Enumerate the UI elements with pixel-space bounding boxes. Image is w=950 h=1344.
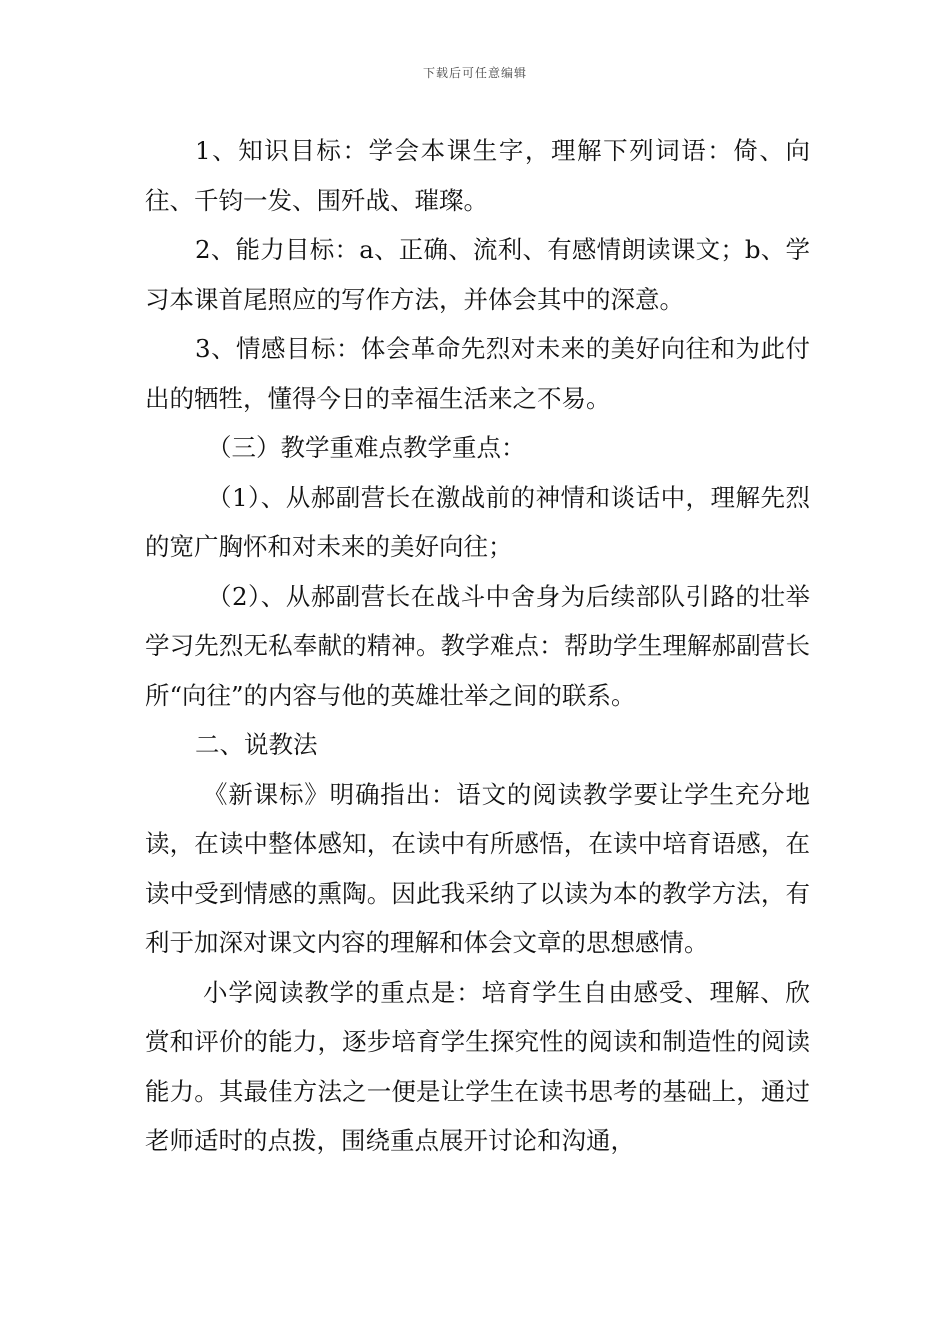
paragraph-key-point-1: （1）、从郝副营长在激战前的神情和谈话中，理解先烈的宽广胸怀和对未来的美好向往； (145, 482, 810, 561)
paragraph-key-point-2: （2）、从郝副营长在战斗中舍身为后续部队引路的壮举学习先烈无私奉献的精神。教学难点：帮助学生理解郝副营长所“向往”的内容与他的英雄壮举之间的联系。 (145, 581, 810, 710)
heading-key-difficult-points: （三）教学重难点教学重点： (207, 433, 526, 462)
page-header: 下载后可任意编辑 (422, 66, 527, 80)
paragraph-reading-focus: 小学阅读教学的重点是：培育学生自由感受、理解、欣赏和评价的能力，逐步培育学生探究性的阅读和制造性的阅读能力。其最佳方法之一便是让学生在读书思考的基础上，通过老师适时的点拨，围绕重点展开讨论和沟通， (145, 977, 810, 1155)
paragraph-knowledge-goal: 1、知识目标：学会本课生字，理解下列词语：倚、向往、千钧一发、围歼战、璀璨。 (145, 136, 810, 215)
paragraph-curriculum-standard: 《新课标》明确指出：语文的阅读教学要让学生充分地读，在读中整体感知，在读中有所感悟，在读中培育语感，在读中受到情感的熏陶。因此我采纳了以读为本的教学方法，有利于加深对课文内容的理解和体会文章的思想感情。 (145, 779, 810, 957)
heading-teaching-method: 二、说教法 (195, 730, 318, 759)
paragraph-ability-goal: 2、能力目标：a、正确、流利、有感情朗读课文；b、学习本课首尾照应的写作方法，并体会其中的深意。 (145, 235, 810, 314)
document-body (145, 126, 810, 1166)
paragraph-emotion-goal: 3、情感目标：体会革命先烈对未来的美好向往和为此付出的牺牲，懂得今日的幸福生活来之不易。 (145, 334, 810, 413)
